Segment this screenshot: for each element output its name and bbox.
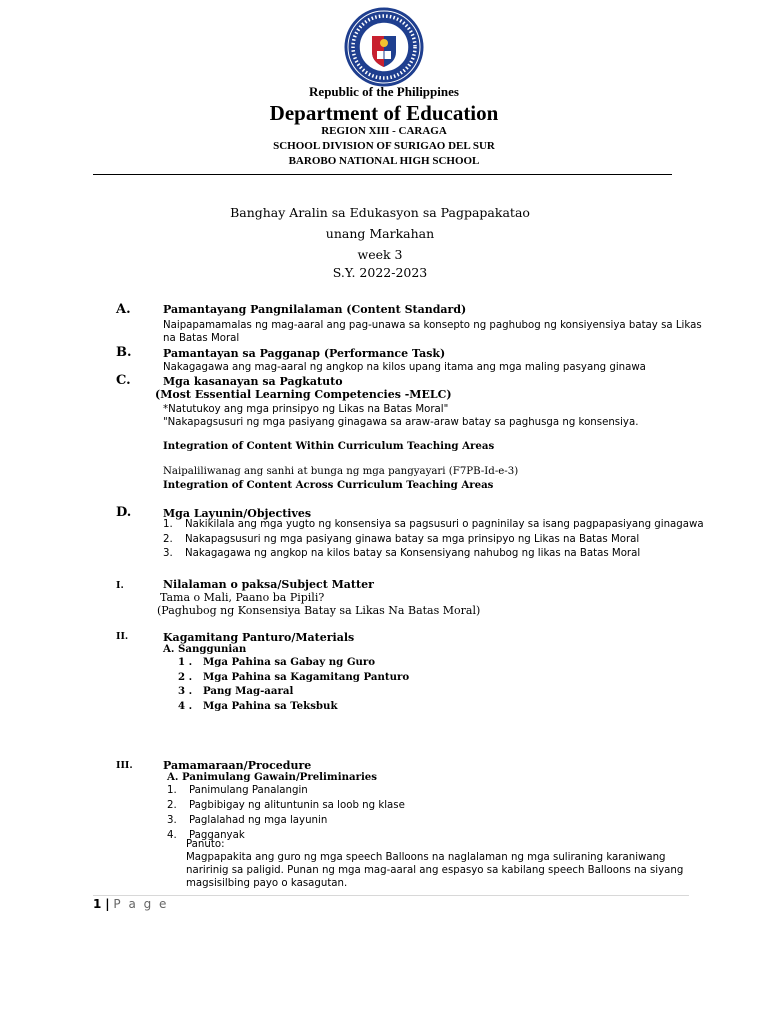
page-label: P a g e <box>113 897 169 911</box>
list-item <box>163 518 723 533</box>
section-a-heading: Pamantayang Pangnilalaman (Content Standard) <box>163 303 467 316</box>
list-item-number: 1. <box>167 785 177 796</box>
melc-item-1: *Natutukoy ang mga prinsipyo ng Likas na Batas Moral" <box>163 404 449 415</box>
region-line: REGION XIII - CARAGA <box>321 125 447 137</box>
lesson-plan-title: Banghay Aralin sa Edukasyon sa Pagpapakatao <box>230 205 530 220</box>
page-separator: | <box>105 897 110 911</box>
list-item-number: 2 . <box>178 670 193 683</box>
subject-matter-subtitle: (Paghubog ng Konsensiya Batay sa Likas Na Batas Moral) <box>157 604 481 617</box>
footer-divider <box>93 895 689 896</box>
section-ii-numeral: II. <box>116 631 129 642</box>
section-a-text-line1: Naipapamamalas ng mag-aaral ang pag-unawa sa konsepto ng paghubog ng konsiyensiya batay sa Likas <box>163 320 702 331</box>
materials-list <box>178 655 578 713</box>
section-c-letter: C. <box>116 373 131 388</box>
integration-within-text: Naipaliliwanag ang sanhi at bunga ng mga pangyayari (F7PB-Id-e-3) <box>163 466 519 477</box>
division-line: SCHOOL DIVISION OF SURIGAO DEL SUR <box>273 140 495 152</box>
list-item-text: Nakapagsusuri ng mga pasiyang ginawa batay sa mga prinsipyo ng Likas na Batas Moral <box>185 533 640 545</box>
list-item-number: 3. <box>163 548 173 559</box>
melc-heading: (Most Essential Learning Competencies -MELC) <box>155 388 452 401</box>
list-item <box>178 670 578 685</box>
melc-item-2: "Nakapagsusuri ng mga pasiyang ginagawa sa araw-araw batay sa paghusga ng konsensiya. <box>163 417 639 428</box>
sanggunian-heading: A. Sanggunian <box>163 643 247 655</box>
list-item <box>167 783 567 798</box>
school-line: BAROBO NATIONAL HIGH SCHOOL <box>288 155 480 167</box>
list-item-text: Mga Pahina sa Kagamitang Panturo <box>203 670 410 683</box>
list-item-number: 2. <box>163 533 173 545</box>
quarter-line: unang Markahan <box>325 226 435 241</box>
list-item-number: 3 . <box>178 685 193 697</box>
list-item <box>163 533 723 548</box>
list-item <box>178 655 578 670</box>
instruction-line2: naririnig sa paligid. Punan ng mga mag-aaral ang espasyo sa kabilang speech Balloons na siyang <box>186 865 684 876</box>
page-number: 1 <box>93 897 102 911</box>
subject-matter-title: Tama o Mali, Paano ba Pipili? <box>160 591 325 604</box>
section-d-heading: Mga Layunin/Objectives <box>163 507 312 520</box>
list-item-text: Mga Pahina sa Gabay ng Guro <box>203 656 376 668</box>
list-item-number: 4 . <box>178 699 193 712</box>
list-item <box>167 828 567 843</box>
header-divider <box>93 174 672 175</box>
list-item-text: Pagganyak <box>189 830 245 841</box>
list-item-text: Paglalahad ng mga layunin <box>189 815 328 826</box>
week-line: week 3 <box>357 247 403 262</box>
section-i-heading: Nilalaman o paksa/Subject Matter <box>163 578 374 591</box>
list-item-number: 1. <box>163 519 173 530</box>
list-item <box>167 798 567 813</box>
list-item-number: 4. <box>167 830 177 841</box>
section-b-heading: Pamantayan sa Pagganap (Performance Task) <box>163 347 446 360</box>
republic-line: Republic of the Philippines <box>309 84 459 99</box>
department-title: Department of Education <box>269 101 499 125</box>
list-item-number: 1 . <box>178 656 193 668</box>
list-item <box>167 813 567 828</box>
list-item-text: Pagbibigay ng alituntunin sa loob ng klase <box>189 800 405 811</box>
deped-seal-logo <box>343 6 425 88</box>
objectives-list <box>163 518 723 562</box>
list-item-text: Nakagagawa ng angkop na kilos batay sa Konsensiyang nahubog ng likas na Batas Moral <box>185 548 641 559</box>
instruction-line3: magsisilbing payo o kasagutan. <box>186 878 348 889</box>
list-item-text: Mga Pahina sa Teksbuk <box>203 699 338 712</box>
section-i-numeral: I. <box>116 580 124 591</box>
section-a-text-line2: na Batas Moral <box>163 333 240 344</box>
list-item-number: 3. <box>167 815 177 826</box>
list-item <box>178 684 578 699</box>
page-footer <box>93 897 168 911</box>
list-item <box>163 547 723 562</box>
list-item-text: Pang Mag-aaral <box>203 685 294 697</box>
integration-within-heading: Integration of Content Within Curriculum Teaching Areas <box>163 440 495 452</box>
section-b-letter: B. <box>116 345 132 360</box>
instruction-line1: Magpapakita ang guro ng mga speech Balloons na naglalaman ng mga suliraning karaniwang <box>186 852 666 863</box>
section-iii-heading: Pamamaraan/Procedure <box>163 759 312 772</box>
panuto-label: Panuto: <box>186 839 225 850</box>
section-iii-numeral: III. <box>116 760 133 771</box>
preliminaries-heading: A. Panimulang Gawain/Preliminaries <box>167 771 378 783</box>
list-item <box>178 699 578 714</box>
list-item-text: Nakikilala ang mga yugto ng konsensiya sa pagsusuri o pagninilay sa isang pagpapasiyang ginagawa <box>185 519 704 530</box>
list-item-number: 2. <box>167 800 177 811</box>
section-d-letter: D. <box>116 505 132 520</box>
section-b-text: Nakagagawa ang mag-aaral ng angkop na kilos upang itama ang mga maling pasyang ginawa <box>163 362 646 373</box>
section-ii-heading: Kagamitang Panturo/Materials <box>163 631 355 644</box>
school-year-line: S.Y. 2022-2023 <box>332 265 428 280</box>
list-item-text: Panimulang Panalangin <box>189 785 308 796</box>
section-a-letter: A. <box>116 302 131 317</box>
section-c-heading: Mga kasanayan sa Pagkatuto <box>163 375 343 388</box>
integration-across-heading: Integration of Content Across Curriculum Teaching Areas <box>163 479 494 491</box>
procedure-list <box>167 783 567 843</box>
